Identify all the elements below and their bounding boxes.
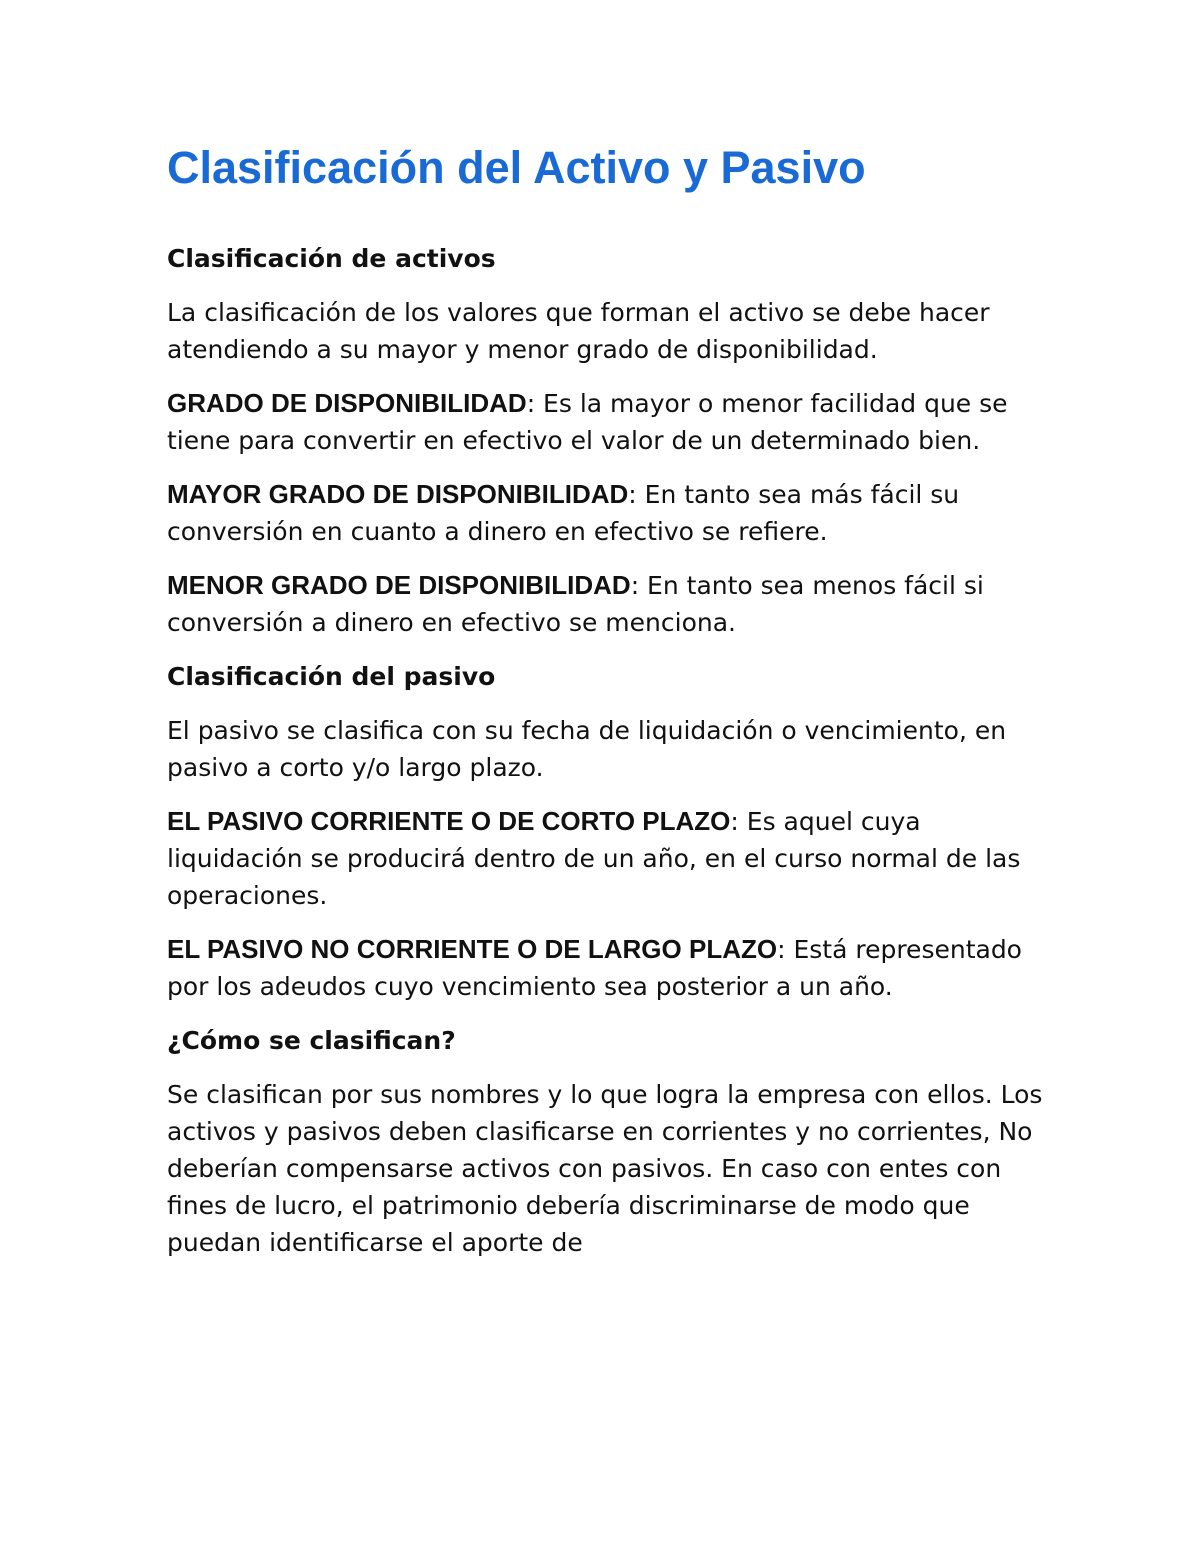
definition-term: EL PASIVO CORRIENTE O DE CORTO PLAZO [167, 806, 731, 836]
definition-mayor-grado [167, 476, 1047, 550]
document-body [167, 140, 1047, 1278]
document-title: Clasificación del Activo y Pasivo [167, 142, 866, 193]
heading-clasificacion-activos: Clasificación de activos [167, 244, 496, 273]
paragraph-activos-intro: La clasificación de los valores que forman el activo se debe hacer atendiendo a su mayor y menor grado de disponibilidad. [167, 298, 990, 364]
paragraph-pasivo-intro: El pasivo se clasifica con su fecha de liquidación o vencimiento, en pasivo a corto y/o largo plazo. [167, 716, 1007, 782]
heading-clasificacion-pasivo: Clasificación del pasivo [167, 662, 496, 691]
definition-grado-disponibilidad [167, 385, 1047, 459]
definition-text: : Es la mayor o menor facilidad que se tiene para convertir en efectivo el valor de un determinado bien. [167, 389, 1008, 455]
definition-menor-grado [167, 567, 1047, 641]
definition-term: MENOR GRADO DE DISPONIBILIDAD [167, 570, 631, 600]
definition-term: EL PASIVO NO CORRIENTE O DE LARGO PLAZO [167, 934, 778, 964]
definition-pasivo-no-corriente [167, 931, 1047, 1005]
definition-text: : Está representado por los adeudos cuyo vencimiento sea posterior a un año. [167, 935, 1022, 1001]
definition-term: MAYOR GRADO DE DISPONIBILIDAD [167, 479, 629, 509]
definition-text: : Es aquel cuya liquidación se producirá dentro de un año, en el curso normal de las operaciones. [167, 807, 1021, 910]
definition-term: GRADO DE DISPONIBILIDAD [167, 388, 527, 418]
paragraph-como-body: Se clasifican por sus nombres y lo que logra la empresa con ellos. Los activos y pasivos deben clasificarse en corrientes y no corrientes, No deberían compensarse activos con pasivos. En caso con entes con fines de lucro, el patrimonio debería discriminarse de modo que puedan identificarse el aporte de [167, 1080, 1043, 1257]
definition-text: : En tanto sea menos fácil si conversión a dinero en efectivo se menciona. [167, 571, 984, 637]
definition-pasivo-corriente [167, 803, 1047, 914]
heading-como-se-clasifican: ¿Cómo se clasifican? [167, 1026, 456, 1055]
definition-text: : En tanto sea más fácil su conversión en cuanto a dinero en efectivo se refiere. [167, 480, 960, 546]
